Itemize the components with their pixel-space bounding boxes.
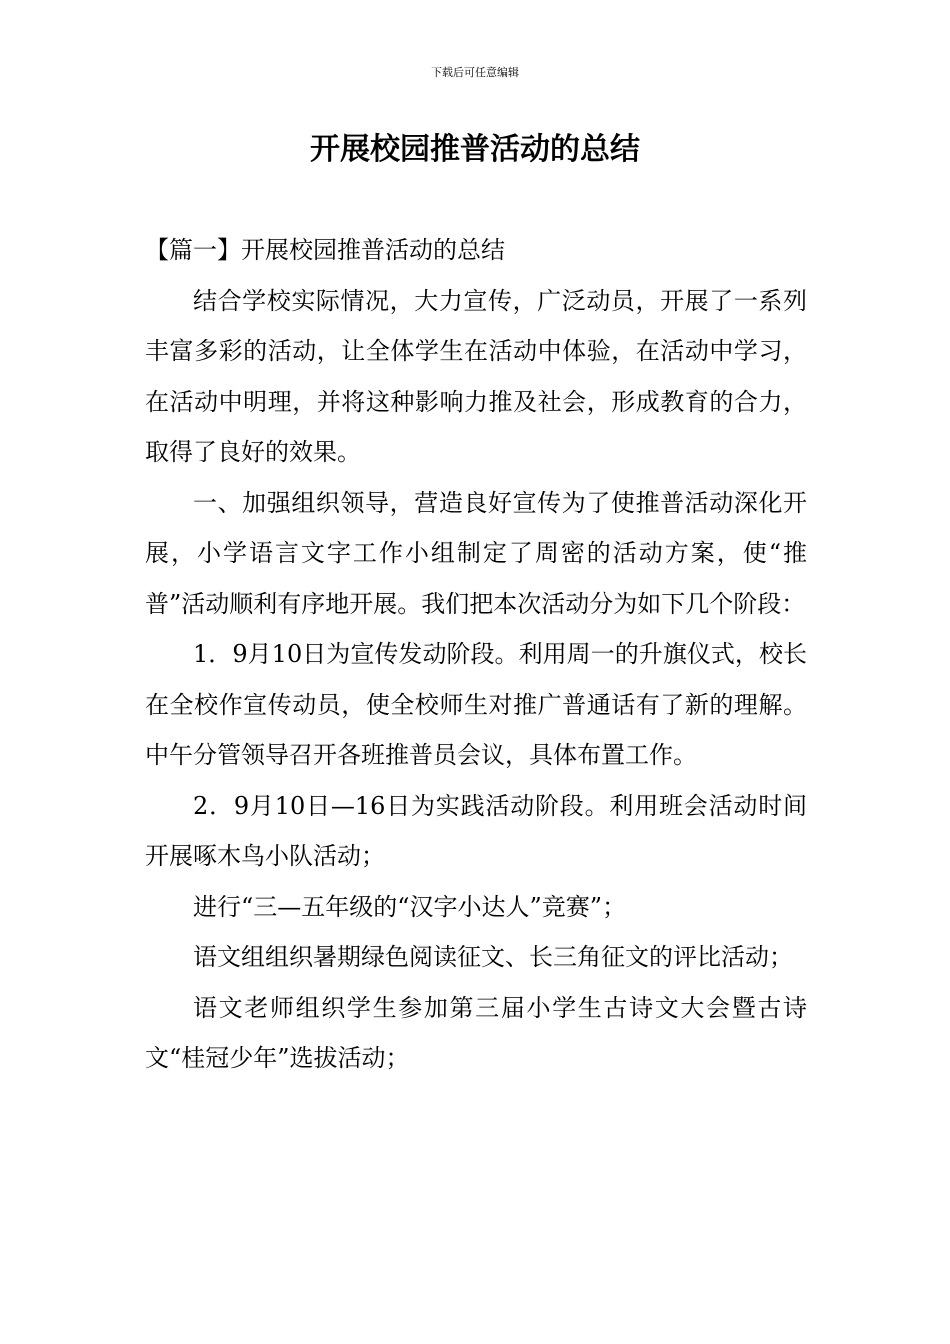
paragraph-poetry-contest: 语文老师组织学生参加第三届小学生古诗文大会暨古诗文“桂冠少年”选拔活动； (145, 993, 807, 1072)
paragraph-essay-contest: 语文组组织暑期绿色阅读征文、长三角征文的评比活动； (193, 943, 793, 971)
paragraph-competition: 进行“三—五年级的“汉字小达人”竞赛”； (193, 892, 627, 921)
section-heading: 【篇一】开展校园推普活动的总结 (145, 236, 505, 264)
document-title: 开展校园推普活动的总结 (310, 132, 640, 167)
document-body (145, 225, 807, 1084)
paragraph-stage-1: 1．9月10日为宣传发动阶段。利用周一的升旗仪式，校长在全校作宣传动员，使全校师生对推广普通话有了新的理解。中午分管领导召开各班推普员会议，具体布置工作。 (145, 640, 807, 769)
paragraph-intro: 结合学校实际情况，大力宣传，广泛动员，开展了一系列丰富多彩的活动，让全体学生在活动中体验，在活动中学习，在活动中明理，并将这种影响力推及社会，形成教育的合力，取得了良好的效果。 (145, 286, 807, 466)
paragraph-stage-2: 2．9月10日—16日为实践活动阶段。利用班会活动时间开展啄木鸟小队活动； (145, 791, 807, 870)
header-note: 下载后可任意编辑 (431, 66, 519, 79)
paragraph-organization: 一、加强组织领导，营造良好宣传为了使推普活动深化开展，小学语言文字工作小组制定了周密的活动方案，使“推普”活动顺利有序地开展。我们把本次活动分为如下几个阶段： (145, 488, 807, 618)
